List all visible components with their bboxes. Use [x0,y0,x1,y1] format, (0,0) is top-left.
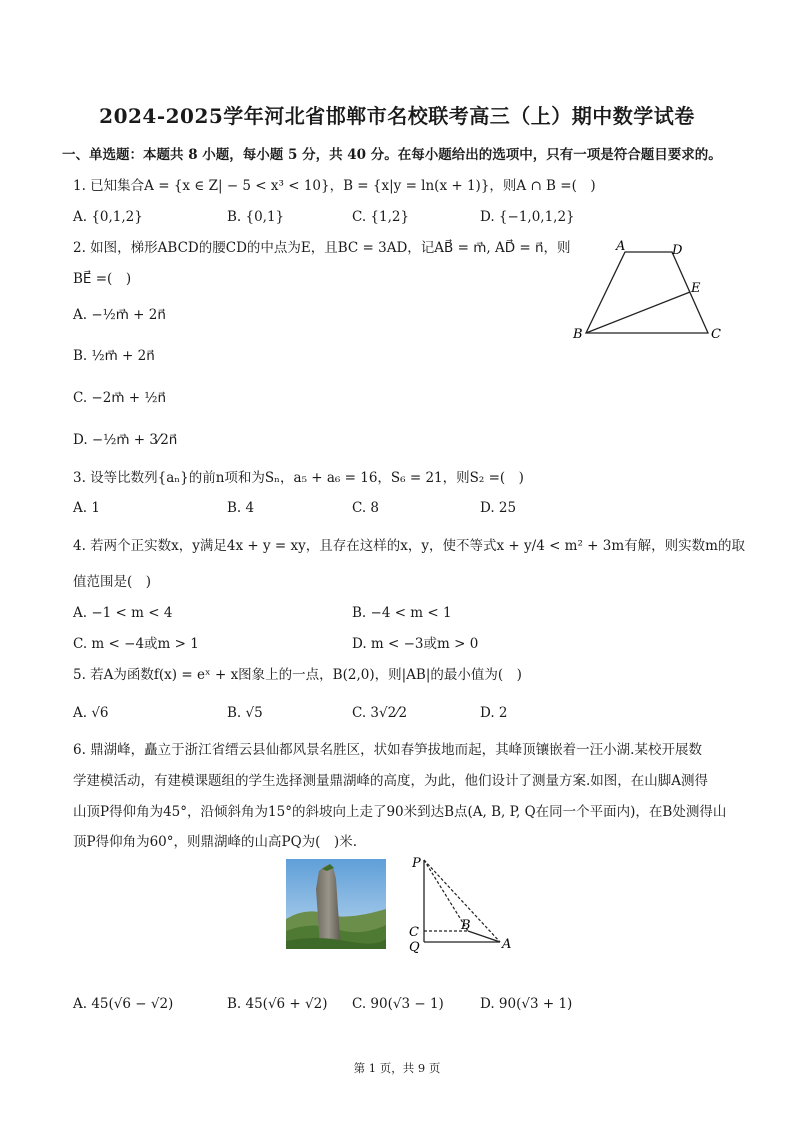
question-2-option-a: A. −½m⃗ + 2n⃗ [73,307,166,323]
question-1-option-c: C. {1,2} [352,209,410,225]
question-1-option-b: B. {0,1} [227,209,285,225]
question-5-option-b: B. √5 [227,705,263,721]
mountain-geometry-figure [405,852,515,957]
label-p: P [412,856,421,871]
trapezoid-label-c: C [711,327,721,342]
label-b: B [461,918,471,933]
question-5-option-c: C. 3√2⁄2 [352,705,408,721]
page-footer: 第 1 页，共 9 页 [353,1061,441,1075]
question-4-option-b: B. −4 < m < 1 [352,605,452,621]
question-2-option-d: D. −½m⃗ + 3⁄2n⃗ [73,432,178,448]
question-3-option-c: C. 8 [352,500,380,516]
question-4-stem-line1: 4. 若两个正实数x，y满足4x + y = xy，且存在这样的x，y，使不等式x + y/4 < m² + 3m有解，则实数m的取 [73,538,745,554]
question-6-stem-line2: 学建模活动，有建模课题组的学生选择测量鼎湖峰的高度，为此，他们设计了测量方案.如图，在山脚A测得 [73,773,709,789]
question-6-stem-line1: 6. 鼎湖峰，矗立于浙江省缙云县仙都风景名胜区，状如春笋拔地而起，其峰顶镶嵌着一汪小湖.某校开展数 [73,742,702,758]
question-6-stem-line4: 顶P得仰角为60°，则鼎湖峰的山高PQ为( )米. [73,834,357,850]
segment-be [586,292,690,333]
question-6-option-b: B. 45(√6 + √2) [227,996,328,1012]
section-header: 一、单选题：本题共 8 小题，每小题 5 分，共 40 分。在每小题给出的选项中，只有一项是符合题目要求的。 [62,147,722,163]
segment-ba [468,931,500,942]
question-3-option-a: A. 1 [73,500,100,516]
question-2-stem-line2: BE⃗ =( ) [73,271,132,287]
question-5-option-d: D. 2 [480,705,508,721]
question-4-option-c: C. m < −4或m > 1 [73,636,199,652]
mountain-photo [286,859,386,949]
question-5-stem: 5. 若A为函数f(x) = eˣ + x图象上的一点，B(2,0)，则|AB|的最小值为( ) [73,667,522,683]
label-q: Q [409,940,420,955]
question-6-option-a: A. 45(√6 − √2) [73,996,174,1012]
question-1-option-d: D. {−1,0,1,2} [480,209,575,225]
question-2-option-b: B. ½m⃗ + 2n⃗ [73,348,155,364]
question-3-option-d: D. 25 [480,500,517,516]
question-2-option-c: C. −2m⃗ + ½n⃗ [73,390,167,406]
label-c: C [409,925,419,940]
trapezoid-figure [568,238,728,348]
question-4-option-a: A. −1 < m < 4 [73,605,173,621]
question-2-stem-line1: 2. 如图，梯形ABCD的腰CD的中点为E，且BC = 3AD，记AB⃗ = m⃗, AD⃗ = n⃗，则 [73,240,571,256]
trapezoid-label-b: B [573,327,583,342]
page-title: 2024-2025学年河北省邯郸市名校联考高三（上）期中数学试卷 [99,104,695,128]
trapezoid-label-a: A [616,239,626,254]
question-1-option-a: A. {0,1,2} [73,209,143,225]
question-1-stem: 1. 已知集合A = {x ∈ Z| − 5 < x³ < 10}，B = {x|y = ln(x + 1)}，则A ∩ B =( ) [73,178,596,194]
trapezoid-label-d: D [672,243,683,258]
question-4-option-d: D. m < −3或m > 0 [352,636,479,652]
question-6-option-d: D. 90(√3 + 1) [480,996,573,1012]
question-5-option-a: A. √6 [73,705,109,721]
question-3-stem: 3. 设等比数列{aₙ}的前n项和为Sₙ，a₅ + a₆ = 16，S₆ = 21，则S₂ =( ) [73,470,524,486]
label-a: A [502,937,512,952]
question-6-stem-line3: 山顶P得仰角为45°，沿倾斜角为15°的斜坡向上走了90米到达B点(A, B, P, Q在同一个平面内)，在B处测得山 [73,804,727,820]
trapezoid-label-e: E [691,281,701,296]
question-4-stem-line2: 值范围是( ) [73,574,152,590]
question-3-option-b: B. 4 [227,500,255,516]
question-6-option-c: C. 90(√3 − 1) [352,996,444,1012]
